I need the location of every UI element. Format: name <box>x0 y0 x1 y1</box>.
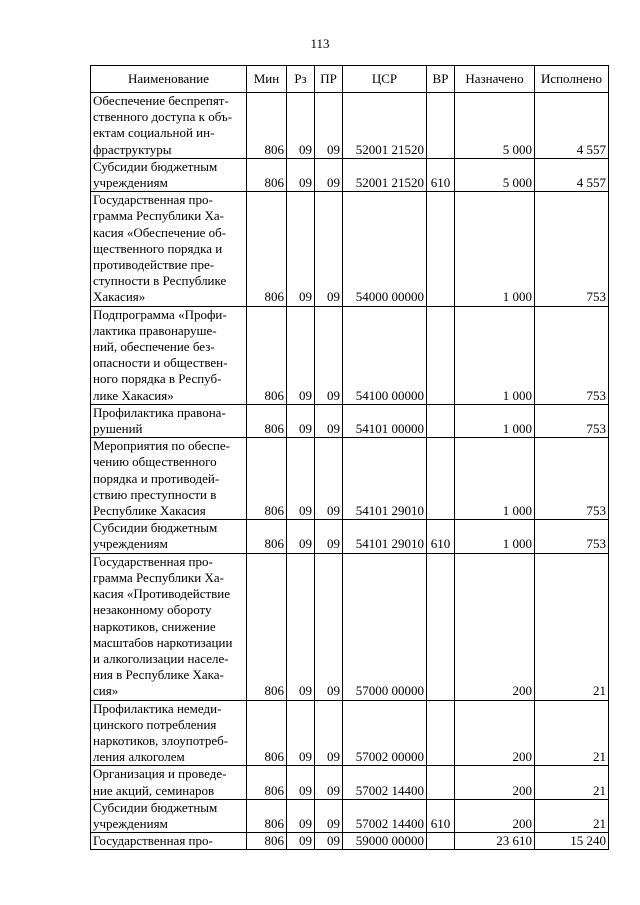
row-vr <box>427 93 455 159</box>
row-pr: 09 <box>315 520 343 553</box>
row-csr: 54100 00000 <box>343 306 427 404</box>
row-min: 806 <box>247 93 287 159</box>
row-name: Профилактика немеди- цинского потребления наркотиков, злоупотреб- ления алкоголем <box>91 700 247 766</box>
table-row <box>91 799 609 832</box>
row-executed: 21 <box>535 700 609 766</box>
row-name: Государственная про- грамма Республики Ха- касия «Обеспечение об- щественного порядка и противодействие пре- ступности в Республике Хакасия» <box>91 192 247 306</box>
row-rz: 09 <box>287 799 315 832</box>
row-executed: 753 <box>535 520 609 553</box>
header-name: Наименование <box>91 66 247 93</box>
row-csr: 54101 29010 <box>343 520 427 553</box>
row-csr: 52001 21520 <box>343 93 427 159</box>
row-assigned: 5 000 <box>455 158 535 191</box>
row-executed: 4 557 <box>535 158 609 191</box>
row-executed: 21 <box>535 799 609 832</box>
row-vr <box>427 404 455 437</box>
row-vr <box>427 192 455 306</box>
row-csr: 54101 00000 <box>343 404 427 437</box>
row-assigned: 1 000 <box>455 438 535 520</box>
row-executed: 15 240 <box>535 833 609 850</box>
row-rz: 09 <box>287 766 315 799</box>
header-vr: ВР <box>427 66 455 93</box>
row-vr <box>427 306 455 404</box>
row-min: 806 <box>247 553 287 700</box>
row-rz: 09 <box>287 700 315 766</box>
row-vr: 610 <box>427 799 455 832</box>
row-executed: 4 557 <box>535 93 609 159</box>
row-executed: 21 <box>535 766 609 799</box>
row-name: Профилактика правона- рушений <box>91 404 247 437</box>
row-rz: 09 <box>287 404 315 437</box>
row-csr: 52001 21520 <box>343 158 427 191</box>
table-header-row <box>91 66 609 93</box>
row-executed: 753 <box>535 438 609 520</box>
row-pr: 09 <box>315 192 343 306</box>
row-executed: 753 <box>535 192 609 306</box>
row-name: Мероприятия по обеспе- чению общественного порядка и противодей- ствию преступности в Республике Хакасия <box>91 438 247 520</box>
row-assigned: 1 000 <box>455 404 535 437</box>
row-executed: 753 <box>535 306 609 404</box>
row-name: Субсидии бюджетным учреждениям <box>91 799 247 832</box>
row-pr: 09 <box>315 404 343 437</box>
row-rz: 09 <box>287 192 315 306</box>
row-pr: 09 <box>315 158 343 191</box>
row-min: 806 <box>247 192 287 306</box>
row-rz: 09 <box>287 520 315 553</box>
row-csr: 54000 00000 <box>343 192 427 306</box>
row-name: Субсидии бюджетным учреждениям <box>91 520 247 553</box>
row-min: 806 <box>247 766 287 799</box>
table-row <box>91 306 609 404</box>
header-assigned: Назначено <box>455 66 535 93</box>
row-csr: 57002 14400 <box>343 799 427 832</box>
table-row <box>91 520 609 553</box>
row-name: Организация и проведе- ние акций, семинаров <box>91 766 247 799</box>
row-pr: 09 <box>315 306 343 404</box>
row-executed: 21 <box>535 553 609 700</box>
row-assigned: 200 <box>455 799 535 832</box>
row-name: Государственная про- <box>91 833 247 850</box>
row-pr: 09 <box>315 700 343 766</box>
header-min: Мин <box>247 66 287 93</box>
row-rz: 09 <box>287 438 315 520</box>
table-row <box>91 158 609 191</box>
row-csr: 57002 00000 <box>343 700 427 766</box>
row-pr: 09 <box>315 553 343 700</box>
table-row <box>91 553 609 700</box>
row-min: 806 <box>247 799 287 832</box>
row-vr <box>427 766 455 799</box>
row-min: 806 <box>247 438 287 520</box>
row-pr: 09 <box>315 438 343 520</box>
row-pr: 09 <box>315 799 343 832</box>
row-csr: 54101 29010 <box>343 438 427 520</box>
row-rz: 09 <box>287 158 315 191</box>
row-min: 806 <box>247 404 287 437</box>
page-number: 113 <box>310 36 330 51</box>
row-name: Государственная про- грамма Республики Ха- касия «Противодействие незаконному обороту наркотиков, снижение масштабов наркотизации и алкоголизации населе- ния в Республике Хака- сия» <box>91 553 247 700</box>
row-min: 806 <box>247 833 287 850</box>
row-assigned: 1 000 <box>455 520 535 553</box>
row-min: 806 <box>247 700 287 766</box>
row-csr: 57002 14400 <box>343 766 427 799</box>
table-row <box>91 404 609 437</box>
row-assigned: 200 <box>455 700 535 766</box>
row-min: 806 <box>247 158 287 191</box>
table-row <box>91 93 609 159</box>
row-pr: 09 <box>315 766 343 799</box>
row-assigned: 1 000 <box>455 306 535 404</box>
row-name: Подпрограмма «Профи- лактика правонаруше- ний, обеспечение без- опасности и обществен- ного порядка в Респуб- лике Хакасия» <box>91 306 247 404</box>
table-row <box>91 438 609 520</box>
budget-table <box>90 65 609 850</box>
header-pr: ПР <box>315 66 343 93</box>
row-vr <box>427 700 455 766</box>
row-rz: 09 <box>287 306 315 404</box>
row-rz: 09 <box>287 553 315 700</box>
table-row <box>91 833 609 850</box>
header-csr: ЦСР <box>343 66 427 93</box>
row-vr <box>427 833 455 850</box>
row-rz: 09 <box>287 93 315 159</box>
row-executed: 753 <box>535 404 609 437</box>
row-assigned: 200 <box>455 553 535 700</box>
row-assigned: 5 000 <box>455 93 535 159</box>
table-row <box>91 766 609 799</box>
row-assigned: 1 000 <box>455 192 535 306</box>
row-vr: 610 <box>427 520 455 553</box>
table-row <box>91 700 609 766</box>
row-csr: 59000 00000 <box>343 833 427 850</box>
row-pr: 09 <box>315 833 343 850</box>
row-name: Обеспечение беспрепят- ственного доступа к объ- ектам социальной ин- фраструктуры <box>91 93 247 159</box>
row-min: 806 <box>247 520 287 553</box>
row-vr <box>427 553 455 700</box>
row-name: Субсидии бюджетным учреждениям <box>91 158 247 191</box>
row-pr: 09 <box>315 93 343 159</box>
row-assigned: 23 610 <box>455 833 535 850</box>
row-assigned: 200 <box>455 766 535 799</box>
row-min: 806 <box>247 306 287 404</box>
row-rz: 09 <box>287 833 315 850</box>
row-vr: 610 <box>427 158 455 191</box>
header-executed: Исполнено <box>535 66 609 93</box>
table-row <box>91 192 609 306</box>
header-rz: Рз <box>287 66 315 93</box>
row-csr: 57000 00000 <box>343 553 427 700</box>
row-vr <box>427 438 455 520</box>
